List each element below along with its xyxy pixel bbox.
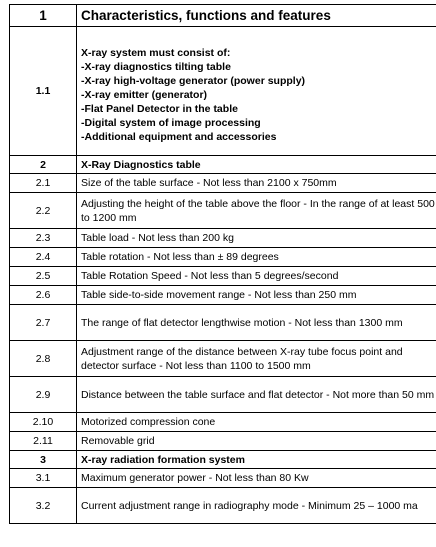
composition-line: -Flat Panel Detector in the table xyxy=(81,103,238,115)
header-number-cell: 1 xyxy=(10,5,77,27)
table-row xyxy=(10,432,436,451)
table-row xyxy=(10,469,436,488)
system-composition-cell xyxy=(77,27,436,156)
row-number: 2 xyxy=(10,156,77,174)
composition-line: -X-ray emitter (generator) xyxy=(81,89,208,101)
table-header-row xyxy=(10,5,436,27)
table-row xyxy=(10,174,436,193)
row-text: Removable grid xyxy=(77,432,436,451)
system-number-cell: 1.1 xyxy=(10,27,77,156)
table-row xyxy=(10,488,436,524)
row-number: 3.1 xyxy=(10,469,77,488)
table-row xyxy=(10,267,436,286)
row-text: The range of flat detector lengthwise motion - Not less than 1300 mm xyxy=(77,305,436,341)
table-row xyxy=(10,305,436,341)
table-row xyxy=(10,286,436,305)
row-text: Maximum generator power - Not less than 80 Kw xyxy=(77,469,436,488)
specification-table xyxy=(9,4,436,524)
row-text: X-ray radiation formation system xyxy=(77,451,436,469)
row-number: 2.5 xyxy=(10,267,77,286)
row-number: 2.11 xyxy=(10,432,77,451)
row-text: Adjusting the height of the table above the floor - In the range of at least 500 to 1200 mm xyxy=(77,193,436,229)
row-number: 2.7 xyxy=(10,305,77,341)
composition-line: -Additional equipment and accessories xyxy=(81,131,277,143)
table-row xyxy=(10,377,436,413)
composition-line: -Digital system of image processing xyxy=(81,117,261,129)
row-text: X-Ray Diagnostics table xyxy=(77,156,436,174)
row-text: Size of the table surface - Not less than 2100 x 750mm xyxy=(77,174,436,193)
section-heading-row xyxy=(10,156,436,174)
system-composition-row xyxy=(10,27,436,156)
section-heading-row xyxy=(10,451,436,469)
table-row xyxy=(10,341,436,377)
row-number: 3 xyxy=(10,451,77,469)
table-row xyxy=(10,193,436,229)
row-number: 2.9 xyxy=(10,377,77,413)
composition-line: -X-ray diagnostics tilting table xyxy=(81,61,231,73)
row-number: 2.2 xyxy=(10,193,77,229)
table-row xyxy=(10,229,436,248)
row-number: 3.2 xyxy=(10,488,77,524)
row-number: 2.4 xyxy=(10,248,77,267)
row-text: Current adjustment range in radiography mode - Minimum 25 – 1000 ma xyxy=(77,488,436,524)
row-number: 2.8 xyxy=(10,341,77,377)
table-row xyxy=(10,248,436,267)
row-text: Table load - Not less than 200 kg xyxy=(77,229,436,248)
row-text: Distance between the table surface and flat detector - Not more than 50 mm xyxy=(77,377,436,413)
row-number: 2.6 xyxy=(10,286,77,305)
header-title-cell: Characteristics, functions and features xyxy=(77,5,436,27)
table-row xyxy=(10,413,436,432)
row-number: 2.1 xyxy=(10,174,77,193)
row-text: Adjustment range of the distance between X-ray tube focus point and detector surface - Not less than 1100 to 1500 mm xyxy=(77,341,436,377)
row-number: 2.3 xyxy=(10,229,77,248)
composition-line: X-ray system must consist of: xyxy=(81,47,231,59)
row-text: Table side-to-side movement range - Not less than 250 mm xyxy=(77,286,436,305)
row-text: Table Rotation Speed - Not less than 5 degrees/second xyxy=(77,267,436,286)
row-number: 2.10 xyxy=(10,413,77,432)
row-text: Motorized compression cone xyxy=(77,413,436,432)
composition-line: -X-ray high-voltage generator (power supply) xyxy=(81,75,306,87)
row-text: Table rotation - Not less than ± 89 degrees xyxy=(77,248,436,267)
